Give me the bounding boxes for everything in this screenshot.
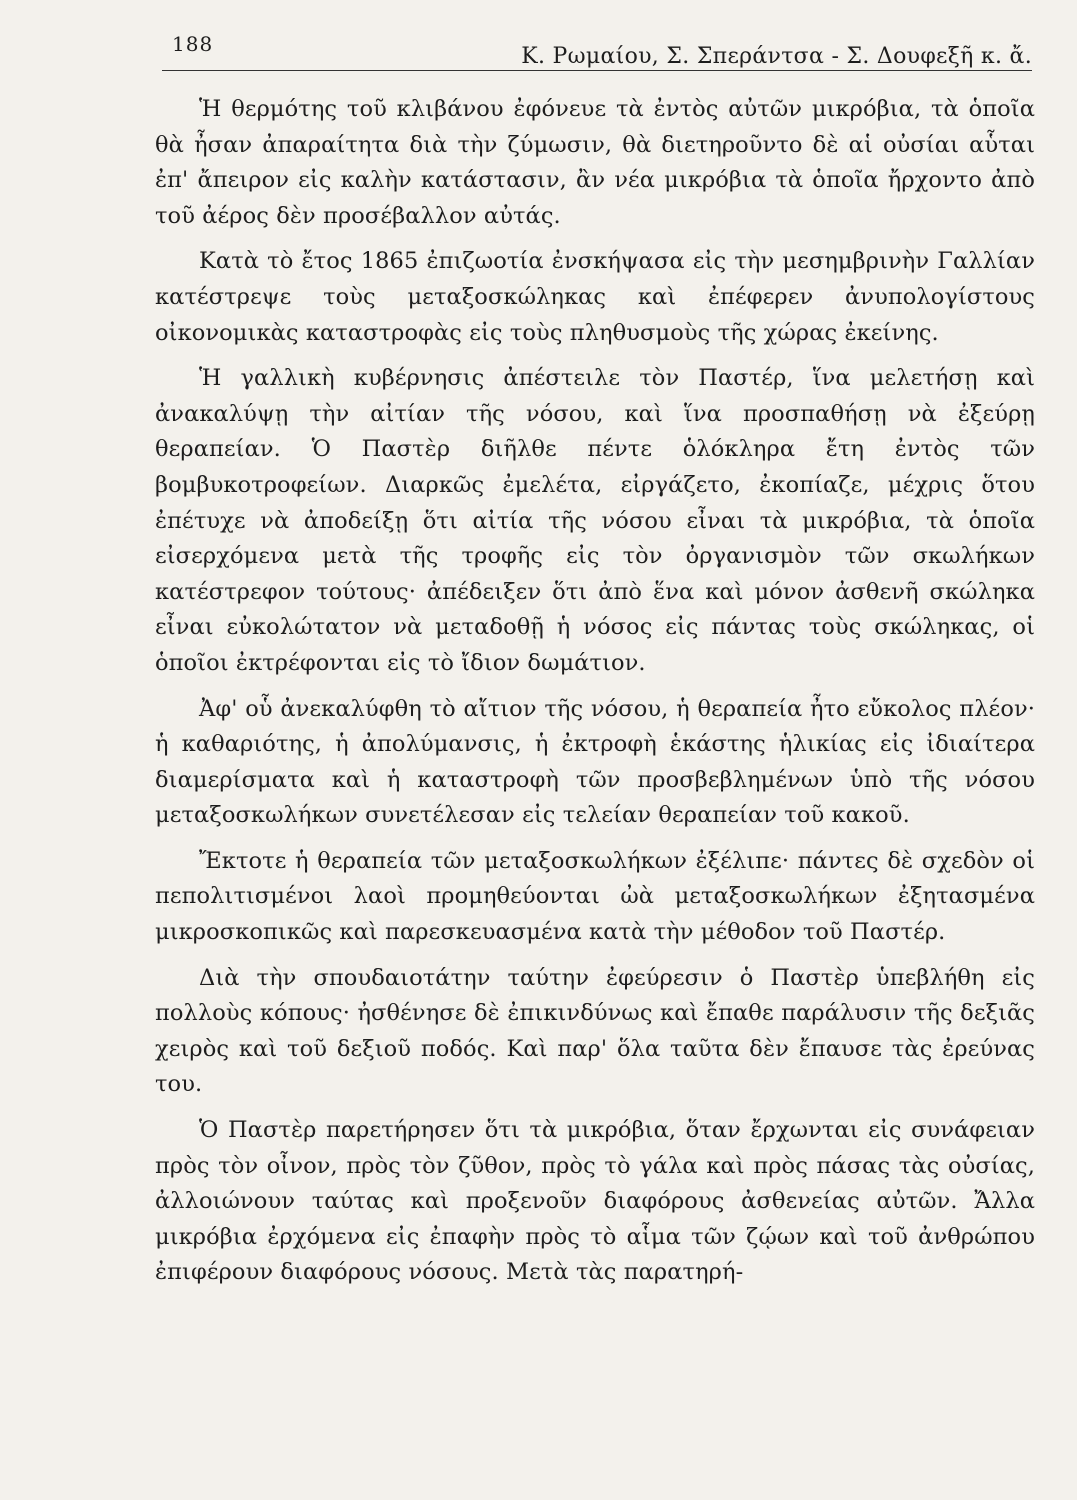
paragraph-5: Ἔκτοτε ἡ θεραπεία τῶν μεταξοσκωλήκων ἐξέλιπε· πάντες δὲ σχεδὸν οἱ πεπολιτισμένοι λαοὶ προμηθεύονται ὠὰ μεταξοσκωλήκων ἐξητασμένα μικροσκοπικῶς καὶ παρεσκευασμένα κατὰ τὴν μέθοδον τοῦ Παστέρ. (155, 847, 1035, 946)
paragraph-2: Κατὰ τὸ ἔτος 1865 ἐπιζωοτία ἐνσκήψασα εἰς τὴν μεσημβρινὴν Γαλλίαν κατέστρεψε τοὺς μεταξοσκώληκας καὶ ἐπέφερεν ἀνυπολογίστους οἰκονομικὰς καταστροφὰς εἰς τοὺς πληθυσμοὺς τῆς χώρας ἐκείνης. (155, 248, 1035, 346)
paragraph-7: Ὁ Παστὲρ παρετήρησεν ὅτι τὰ μικρόβια, ὅταν ἔρχωνται εἰς συνάφειαν πρὸς τὸν οἶνον, πρὸς τὸν ζῦθον, πρὸς τὸ γάλα καὶ πρὸς πάσας τὰς οὐσίας, ἀλλοιώνουν ταύτας καὶ προξενοῦν διαφόρους ἀσθενείας αὐτῶν. Ἄλλα μικρόβια ἐρχόμενα εἰς ἐπαφὴν πρὸς τὸ αἷμα τῶν ζῴων καὶ τοῦ ἀνθρώπου ἐπιφέρουν διαφόρους νόσους. Μετὰ τὰς παρατηρή- (155, 1117, 1035, 1286)
body-text (155, 92, 1035, 1301)
paragraph-6: Διὰ τὴν σπουδαιοτάτην ταύτην ἐφεύρεσιν ὁ Παστὲρ ὑπεβλήθη εἰς πολλοὺς κόπους· ἠσθένησε δὲ ἐπικινδύνως καὶ ἔπαθε παράλυσιν τῆς δεξιᾶς χειρὸς καὶ τοῦ δεξιοῦ ποδός. Καὶ παρ' ὅλα ταῦτα δὲν ἔπαυσε τὰς ἐρεύνας του. (155, 964, 1035, 1098)
page-number: 188 (172, 32, 214, 56)
paragraph-4: Ἀφ' οὗ ἀνεκαλύφθη τὸ αἴτιον τῆς νόσου, ἡ θεραπεία ἦτο εὔκολος πλέον· ἡ καθαριότης, ἡ ἀπολύμανσις, ἡ ἐκτροφὴ ἑκάστης ἡλικίας εἰς ἰδιαίτερα διαμερίσματα καὶ ἡ καταστροφὴ τῶν προσβεβλημένων ὑπὸ τῆς νόσου μεταξοσκωλήκων συνετέλεσαν εἰς τελείαν θεραπείαν τοῦ κακοῦ. (155, 695, 1035, 829)
paragraph-1: Ἡ θερμότης τοῦ κλιβάνου ἐφόνευε τὰ ἐντὸς αὐτῶν μικρόβια, τὰ ὁποῖα θὰ ἦσαν ἀπαραίτητα διὰ τὴν ζύμωσιν, θὰ διετηροῦντο δὲ αἱ οὐσίαι αὗται ἐπ' ἄπειρον εἰς καλὴν κατάστασιν, ἂν νέα μικρόβια τὰ ὁποῖα ἤρχοντο ἀπὸ τοῦ ἀέρος δὲν προσέβαλλον αὐτάς. (155, 96, 1035, 229)
header-rule (162, 70, 1032, 71)
running-head: Κ. Ρωμαίου, Σ. Σπεράντσα - Σ. Δουφεξῆ κ. ἄ. (521, 44, 1032, 69)
paragraph-3: Ἡ γαλλικὴ κυβέρνησις ἀπέστειλε τὸν Παστέρ, ἵνα μελετήσῃ καὶ ἀνακαλύψῃ τὴν αἰτίαν τῆς νόσου, καὶ ἵνα προσπαθήσῃ νὰ ἐξεύρῃ θεραπείαν. Ὁ Παστὲρ διῆλθε πέντε ὁλόκληρα ἔτη ἐντὸς τῶν βομβυκοτροφείων. Διαρκῶς ἐμελέτα, εἰργάζετο, ἐκοπίαζε, μέχρις ὅτου ἐπέτυχε νὰ ἀποδείξῃ ὅτι αἰτία τῆς νόσου εἶναι τὰ μικρόβια, τὰ ὁποῖα εἰσερχόμενα μετὰ τῆς τροφῆς εἰς τὸν ὀργανισμὸν τῶν σκωλήκων κατέστρεφον τούτους· ἀπέδειξεν ὅτι ἀπὸ ἕνα καὶ μόνον ἀσθενῆ σκώληκα εἶναι εὐκολώτατον νὰ μεταδοθῇ ἡ νόσος εἰς πάντας τοὺς σκώληκας, οἱ ὁποῖοι ἐκτρέφονται εἰς τὸ ἴδιον δωμάτιον. (155, 365, 1035, 676)
page-header (162, 30, 1032, 74)
